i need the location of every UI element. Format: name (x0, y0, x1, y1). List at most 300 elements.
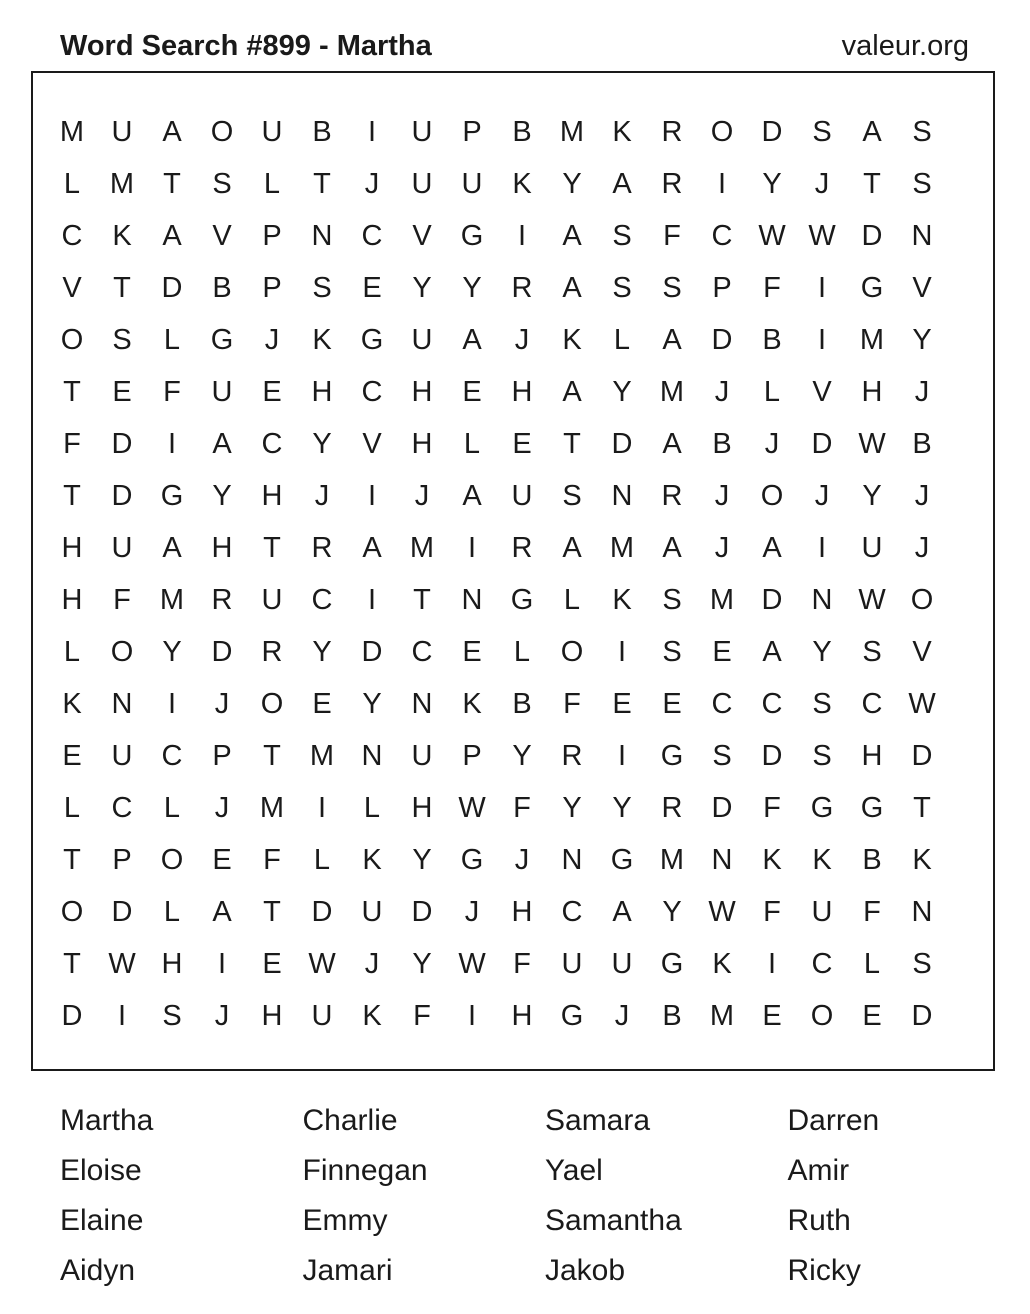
grid-letter[interactable]: J (464, 895, 480, 928)
grid-letter[interactable]: L (263, 167, 281, 200)
grid-letter[interactable]: I (467, 999, 477, 1032)
grid-letter[interactable]: C (411, 635, 433, 668)
grid-letter[interactable]: U (111, 739, 133, 772)
grid-letter[interactable]: U (861, 531, 883, 564)
grid-letter[interactable]: H (261, 479, 283, 512)
grid-letter[interactable]: W (858, 427, 886, 460)
grid-letter[interactable]: R (561, 739, 583, 772)
grid-letter[interactable]: D (761, 115, 783, 148)
grid-letter[interactable]: D (411, 895, 433, 928)
grid-letter[interactable]: Y (412, 947, 432, 980)
grid-letter[interactable]: F (863, 895, 881, 928)
grid-letter[interactable]: M (59, 115, 85, 148)
grid-letter[interactable]: J (714, 531, 730, 564)
grid-letter[interactable]: K (762, 843, 782, 876)
grid-letter[interactable]: J (814, 479, 830, 512)
grid-letter[interactable]: I (317, 791, 327, 824)
grid-letter[interactable]: L (313, 843, 331, 876)
grid-letter[interactable]: O (110, 635, 134, 668)
grid-letter[interactable]: A (862, 115, 882, 148)
grid-letter[interactable]: A (162, 115, 182, 148)
grid-letter[interactable]: U (411, 739, 433, 772)
grid-letter[interactable]: S (162, 999, 182, 1032)
grid-letter[interactable]: K (712, 947, 732, 980)
grid-letter[interactable]: S (612, 271, 632, 304)
grid-letter[interactable]: U (111, 531, 133, 564)
grid-letter[interactable]: J (364, 167, 380, 200)
grid-letter[interactable]: I (167, 427, 177, 460)
grid-letter[interactable]: L (763, 375, 781, 408)
grid-letter[interactable]: J (514, 323, 530, 356)
grid-letter[interactable]: J (764, 427, 780, 460)
grid-letter[interactable]: N (461, 583, 483, 616)
grid-letter[interactable]: H (411, 791, 433, 824)
grid-letter[interactable]: M (559, 115, 585, 148)
grid-letter[interactable]: D (161, 271, 183, 304)
grid-letter[interactable]: U (411, 167, 433, 200)
grid-letter[interactable]: I (617, 739, 627, 772)
grid-letter[interactable]: I (217, 947, 227, 980)
grid-letter[interactable]: S (612, 219, 632, 252)
grid-letter[interactable]: L (163, 323, 181, 356)
grid-letter[interactable]: B (912, 427, 932, 460)
grid-letter[interactable]: F (63, 427, 81, 460)
grid-letter[interactable]: L (163, 791, 181, 824)
grid-letter[interactable]: A (212, 895, 232, 928)
grid-letter[interactable]: U (611, 947, 633, 980)
grid-letter[interactable]: A (762, 531, 782, 564)
grid-letter[interactable]: N (811, 583, 833, 616)
grid-letter[interactable]: J (264, 323, 280, 356)
grid-letter[interactable]: H (511, 999, 533, 1032)
grid-letter[interactable]: U (511, 479, 533, 512)
grid-letter[interactable]: T (63, 479, 81, 512)
grid-letter[interactable]: E (512, 427, 532, 460)
grid-letter[interactable]: N (111, 687, 133, 720)
grid-letter[interactable]: U (361, 895, 383, 928)
grid-letter[interactable]: T (313, 167, 331, 200)
grid-letter[interactable]: V (212, 219, 232, 252)
grid-letter[interactable]: N (711, 843, 733, 876)
grid-letter[interactable]: M (709, 999, 735, 1032)
grid-letter[interactable]: U (311, 999, 333, 1032)
grid-letter[interactable]: M (109, 167, 135, 200)
grid-letter[interactable]: U (261, 115, 283, 148)
grid-letter[interactable]: P (212, 739, 232, 772)
grid-letter[interactable]: W (458, 947, 486, 980)
grid-letter[interactable]: W (458, 791, 486, 824)
grid-letter[interactable]: W (108, 947, 136, 980)
grid-letter[interactable]: Y (412, 843, 432, 876)
grid-letter[interactable]: G (560, 999, 584, 1032)
grid-letter[interactable]: K (312, 323, 332, 356)
grid-letter[interactable]: E (212, 843, 232, 876)
grid-letter[interactable]: L (63, 635, 81, 668)
grid-letter[interactable]: B (312, 115, 332, 148)
grid-letter[interactable]: E (662, 687, 682, 720)
grid-letter[interactable]: F (763, 895, 781, 928)
grid-letter[interactable]: B (212, 271, 232, 304)
grid-letter[interactable]: W (758, 219, 786, 252)
grid-letter[interactable]: G (210, 323, 234, 356)
grid-letter[interactable]: S (662, 635, 682, 668)
grid-letter[interactable]: L (563, 583, 581, 616)
grid-letter[interactable]: I (367, 583, 377, 616)
grid-letter[interactable]: D (711, 791, 733, 824)
grid-letter[interactable]: H (411, 375, 433, 408)
grid-letter[interactable]: N (611, 479, 633, 512)
grid-letter[interactable]: B (662, 999, 682, 1032)
grid-letter[interactable]: G (460, 843, 484, 876)
grid-letter[interactable]: L (863, 947, 881, 980)
grid-letter[interactable]: Y (912, 323, 932, 356)
grid-letter[interactable]: J (214, 999, 230, 1032)
grid-letter[interactable]: F (513, 791, 531, 824)
grid-letter[interactable]: D (61, 999, 83, 1032)
grid-letter[interactable]: V (412, 219, 432, 252)
grid-letter[interactable]: F (763, 791, 781, 824)
grid-letter[interactable]: I (817, 323, 827, 356)
grid-letter[interactable]: P (262, 219, 282, 252)
grid-letter[interactable]: D (211, 635, 233, 668)
grid-letter[interactable]: G (660, 947, 684, 980)
grid-letter[interactable]: H (261, 999, 283, 1032)
grid-letter[interactable]: Y (562, 167, 582, 200)
grid-letter[interactable]: K (362, 999, 382, 1032)
grid-letter[interactable]: K (612, 583, 632, 616)
grid-letter[interactable]: T (113, 271, 131, 304)
grid-letter[interactable]: J (914, 375, 930, 408)
grid-letter[interactable]: S (862, 635, 882, 668)
grid-letter[interactable]: D (911, 739, 933, 772)
grid-letter[interactable]: K (362, 843, 382, 876)
grid-letter[interactable]: H (311, 375, 333, 408)
grid-letter[interactable]: J (914, 531, 930, 564)
grid-letter[interactable]: C (161, 739, 183, 772)
grid-letter[interactable]: V (362, 427, 382, 460)
grid-letter[interactable]: G (860, 791, 884, 824)
grid-letter[interactable]: O (710, 115, 734, 148)
grid-letter[interactable]: O (260, 687, 284, 720)
grid-letter[interactable]: W (708, 895, 736, 928)
grid-letter[interactable]: E (462, 375, 482, 408)
grid-letter[interactable]: J (364, 947, 380, 980)
grid-letter[interactable]: J (914, 479, 930, 512)
grid-letter[interactable]: A (662, 427, 682, 460)
grid-letter[interactable]: A (212, 427, 232, 460)
grid-letter[interactable]: N (561, 843, 583, 876)
grid-letter[interactable]: D (761, 583, 783, 616)
grid-letter[interactable]: M (159, 583, 185, 616)
grid-letter[interactable]: L (513, 635, 531, 668)
grid-letter[interactable]: I (717, 167, 727, 200)
grid-letter[interactable]: M (259, 791, 285, 824)
grid-letter[interactable]: D (111, 427, 133, 460)
grid-letter[interactable]: C (61, 219, 83, 252)
grid-letter[interactable]: M (709, 583, 735, 616)
grid-letter[interactable]: T (563, 427, 581, 460)
grid-letter[interactable]: A (162, 219, 182, 252)
grid-letter[interactable]: Y (862, 479, 882, 512)
grid-letter[interactable]: F (763, 271, 781, 304)
grid-letter[interactable]: A (562, 219, 582, 252)
grid-letter[interactable]: U (461, 167, 483, 200)
grid-letter[interactable]: K (512, 167, 532, 200)
grid-letter[interactable]: K (462, 687, 482, 720)
grid-letter[interactable]: B (512, 115, 532, 148)
grid-letter[interactable]: A (362, 531, 382, 564)
grid-letter[interactable]: R (661, 791, 683, 824)
grid-letter[interactable]: T (913, 791, 931, 824)
grid-letter[interactable]: U (261, 583, 283, 616)
grid-letter[interactable]: M (859, 323, 885, 356)
grid-letter[interactable]: W (308, 947, 336, 980)
grid-letter[interactable]: N (311, 219, 333, 252)
grid-letter[interactable]: T (263, 739, 281, 772)
grid-letter[interactable]: Y (662, 895, 682, 928)
grid-letter[interactable]: E (612, 687, 632, 720)
grid-letter[interactable]: R (661, 115, 683, 148)
grid-letter[interactable]: D (761, 739, 783, 772)
grid-letter[interactable]: J (514, 843, 530, 876)
grid-letter[interactable]: C (361, 219, 383, 252)
grid-letter[interactable]: V (912, 271, 932, 304)
grid-letter[interactable]: L (63, 167, 81, 200)
grid-letter[interactable]: T (263, 895, 281, 928)
grid-letter[interactable]: T (263, 531, 281, 564)
grid-letter[interactable]: S (662, 271, 682, 304)
grid-letter[interactable]: A (562, 271, 582, 304)
grid-letter[interactable]: V (62, 271, 82, 304)
grid-letter[interactable]: D (611, 427, 633, 460)
grid-letter[interactable]: G (610, 843, 634, 876)
grid-letter[interactable]: K (912, 843, 932, 876)
grid-letter[interactable]: S (112, 323, 132, 356)
grid-letter[interactable]: E (112, 375, 132, 408)
grid-letter[interactable]: O (60, 323, 84, 356)
grid-letter[interactable]: C (711, 219, 733, 252)
grid-letter[interactable]: Y (162, 635, 182, 668)
grid-letter[interactable]: C (811, 947, 833, 980)
grid-letter[interactable]: C (711, 687, 733, 720)
grid-letter[interactable]: Y (462, 271, 482, 304)
grid-letter[interactable]: A (562, 531, 582, 564)
grid-letter[interactable]: H (211, 531, 233, 564)
grid-letter[interactable]: Y (612, 791, 632, 824)
grid-letter[interactable]: F (113, 583, 131, 616)
grid-letter[interactable]: Y (762, 167, 782, 200)
grid-letter[interactable]: O (810, 999, 834, 1032)
grid-letter[interactable]: C (261, 427, 283, 460)
grid-letter[interactable]: H (511, 375, 533, 408)
grid-letter[interactable]: U (411, 323, 433, 356)
grid-letter[interactable]: D (811, 427, 833, 460)
grid-letter[interactable]: R (311, 531, 333, 564)
grid-letter[interactable]: B (512, 687, 532, 720)
grid-letter[interactable]: B (762, 323, 782, 356)
grid-letter[interactable]: I (817, 531, 827, 564)
grid-letter[interactable]: G (860, 271, 884, 304)
grid-letter[interactable]: M (309, 739, 335, 772)
grid-letter[interactable]: I (817, 271, 827, 304)
grid-letter[interactable]: A (762, 635, 782, 668)
grid-letter[interactable]: Y (212, 479, 232, 512)
grid-letter[interactable]: I (467, 531, 477, 564)
grid-letter[interactable]: L (463, 427, 481, 460)
grid-letter[interactable]: J (614, 999, 630, 1032)
grid-letter[interactable]: A (662, 531, 682, 564)
grid-letter[interactable]: I (617, 635, 627, 668)
grid-letter[interactable]: U (111, 115, 133, 148)
grid-letter[interactable]: I (517, 219, 527, 252)
grid-letter[interactable]: E (862, 999, 882, 1032)
grid-letter[interactable]: R (511, 271, 533, 304)
grid-letter[interactable]: H (861, 739, 883, 772)
grid-letter[interactable]: I (367, 115, 377, 148)
grid-letter[interactable]: V (812, 375, 832, 408)
grid-letter[interactable]: M (409, 531, 435, 564)
grid-letter[interactable]: T (163, 167, 181, 200)
grid-letter[interactable]: F (413, 999, 431, 1032)
grid-letter[interactable]: F (513, 947, 531, 980)
grid-letter[interactable]: W (908, 687, 936, 720)
grid-letter[interactable]: Y (512, 739, 532, 772)
grid-letter[interactable]: M (659, 843, 685, 876)
grid-letter[interactable]: R (661, 167, 683, 200)
grid-letter[interactable]: E (262, 375, 282, 408)
grid-letter[interactable]: W (858, 583, 886, 616)
grid-letter[interactable]: C (311, 583, 333, 616)
grid-letter[interactable]: Y (412, 271, 432, 304)
grid-letter[interactable]: S (712, 739, 732, 772)
grid-letter[interactable]: E (712, 635, 732, 668)
grid-letter[interactable]: M (659, 375, 685, 408)
grid-letter[interactable]: N (361, 739, 383, 772)
grid-letter[interactable]: D (111, 895, 133, 928)
grid-letter[interactable]: P (262, 271, 282, 304)
grid-letter[interactable]: A (562, 375, 582, 408)
grid-letter[interactable]: J (814, 167, 830, 200)
grid-letter[interactable]: E (262, 947, 282, 980)
grid-letter[interactable]: C (761, 687, 783, 720)
grid-letter[interactable]: H (61, 531, 83, 564)
grid-letter[interactable]: E (762, 999, 782, 1032)
grid-letter[interactable]: G (510, 583, 534, 616)
grid-letter[interactable]: T (63, 947, 81, 980)
grid-letter[interactable]: N (911, 895, 933, 928)
grid-letter[interactable]: T (413, 583, 431, 616)
grid-letter[interactable]: O (160, 843, 184, 876)
grid-letter[interactable]: K (612, 115, 632, 148)
grid-letter[interactable]: I (167, 687, 177, 720)
grid-letter[interactable]: C (111, 791, 133, 824)
grid-letter[interactable]: C (861, 687, 883, 720)
grid-letter[interactable]: S (812, 739, 832, 772)
grid-letter[interactable]: S (562, 479, 582, 512)
grid-letter[interactable]: S (912, 167, 932, 200)
grid-letter[interactable]: N (411, 687, 433, 720)
grid-letter[interactable]: U (561, 947, 583, 980)
grid-letter[interactable]: R (211, 583, 233, 616)
grid-letter[interactable]: I (117, 999, 127, 1032)
grid-letter[interactable]: F (263, 843, 281, 876)
grid-letter[interactable]: G (460, 219, 484, 252)
grid-letter[interactable]: P (112, 843, 132, 876)
grid-letter[interactable]: A (462, 323, 482, 356)
grid-letter[interactable]: D (111, 479, 133, 512)
grid-letter[interactable]: A (162, 531, 182, 564)
grid-letter[interactable]: U (211, 375, 233, 408)
grid-letter[interactable]: J (214, 791, 230, 824)
grid-letter[interactable]: F (163, 375, 181, 408)
grid-letter[interactable]: I (367, 479, 377, 512)
grid-letter[interactable]: G (160, 479, 184, 512)
grid-letter[interactable]: E (362, 271, 382, 304)
grid-letter[interactable]: J (414, 479, 430, 512)
grid-letter[interactable]: R (661, 479, 683, 512)
grid-letter[interactable]: D (311, 895, 333, 928)
grid-letter[interactable]: G (360, 323, 384, 356)
grid-letter[interactable]: J (714, 479, 730, 512)
grid-letter[interactable]: O (60, 895, 84, 928)
grid-letter[interactable]: H (511, 895, 533, 928)
grid-letter[interactable]: E (312, 687, 332, 720)
grid-letter[interactable]: G (810, 791, 834, 824)
grid-letter[interactable]: O (210, 115, 234, 148)
grid-letter[interactable]: F (563, 687, 581, 720)
grid-letter[interactable]: K (812, 843, 832, 876)
grid-letter[interactable]: L (363, 791, 381, 824)
grid-letter[interactable]: S (312, 271, 332, 304)
grid-letter[interactable]: L (163, 895, 181, 928)
grid-letter[interactable]: Y (362, 687, 382, 720)
grid-letter[interactable]: K (62, 687, 82, 720)
grid-letter[interactable]: S (912, 947, 932, 980)
grid-letter[interactable]: N (911, 219, 933, 252)
grid-letter[interactable]: B (862, 843, 882, 876)
grid-letter[interactable]: R (261, 635, 283, 668)
grid-letter[interactable]: J (314, 479, 330, 512)
grid-letter[interactable]: L (63, 791, 81, 824)
grid-letter[interactable]: P (712, 271, 732, 304)
grid-letter[interactable]: H (411, 427, 433, 460)
grid-letter[interactable]: S (662, 583, 682, 616)
grid-letter[interactable]: J (214, 687, 230, 720)
grid-letter[interactable]: R (511, 531, 533, 564)
grid-letter[interactable]: S (212, 167, 232, 200)
grid-letter[interactable]: J (714, 375, 730, 408)
grid-letter[interactable]: O (910, 583, 934, 616)
grid-letter[interactable]: A (662, 323, 682, 356)
grid-letter[interactable]: H (161, 947, 183, 980)
grid-letter[interactable]: Y (312, 427, 332, 460)
grid-letter[interactable]: U (811, 895, 833, 928)
grid-letter[interactable]: A (612, 895, 632, 928)
grid-letter[interactable]: C (361, 375, 383, 408)
grid-letter[interactable]: E (62, 739, 82, 772)
grid-letter[interactable]: H (61, 583, 83, 616)
grid-letter[interactable]: E (462, 635, 482, 668)
grid-letter[interactable]: A (462, 479, 482, 512)
grid-letter[interactable]: G (660, 739, 684, 772)
grid-letter[interactable]: Y (312, 635, 332, 668)
grid-letter[interactable]: T (863, 167, 881, 200)
grid-letter[interactable]: P (462, 115, 482, 148)
grid-letter[interactable]: B (712, 427, 732, 460)
grid-letter[interactable]: S (912, 115, 932, 148)
grid-letter[interactable]: D (361, 635, 383, 668)
grid-letter[interactable]: D (861, 219, 883, 252)
